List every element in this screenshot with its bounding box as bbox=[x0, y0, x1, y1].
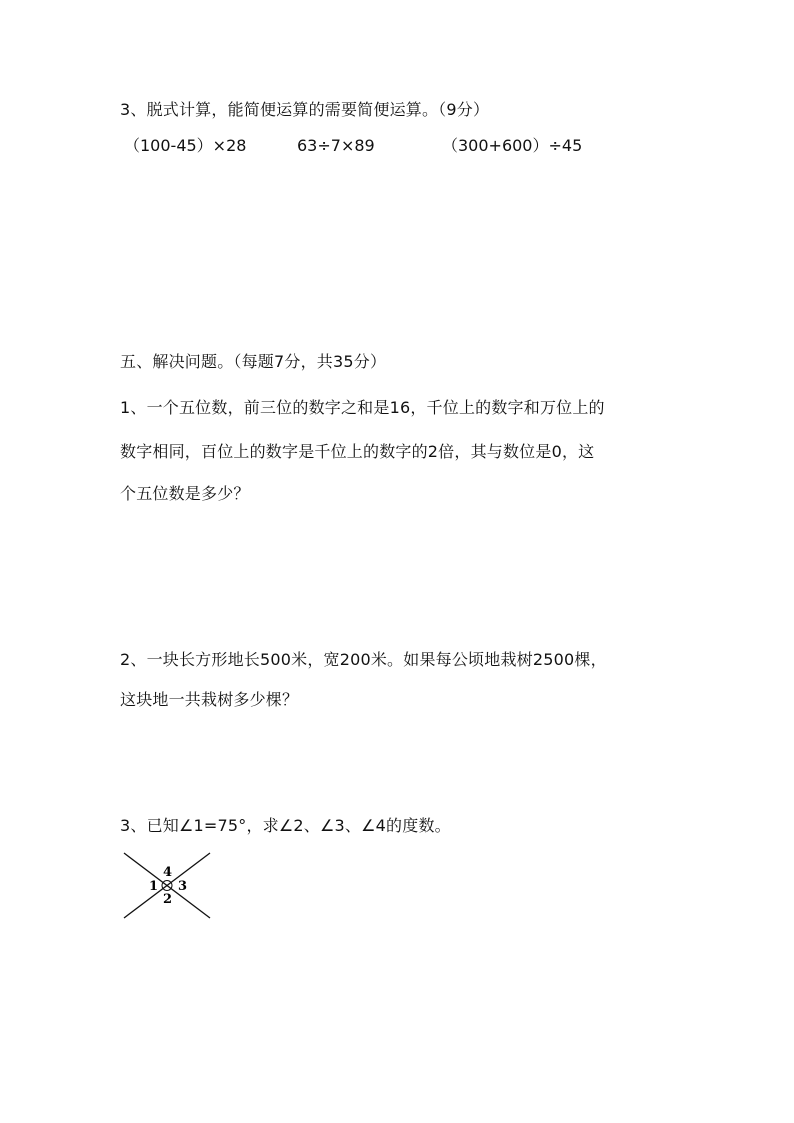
problem-1-line-2: 数字相同，百位上的数字是千位上的数字的2倍，其与数位是0，这 bbox=[120, 442, 595, 461]
angle-label-3: 3 bbox=[178, 879, 188, 894]
problem-3-text: 3、已知∠1=75°，求∠2、∠3、∠4的度数。 bbox=[120, 816, 451, 835]
expression-2: 63÷7×89 bbox=[297, 136, 375, 155]
calc-question-heading: 3、脱式计算，能简便运算的需要简便运算。（9分） bbox=[120, 100, 490, 119]
angle-label-4: 4 bbox=[163, 865, 173, 880]
problem-1-line-1: 1、一个五位数，前三位的数字之和是16，千位上的数字和万位上的 bbox=[120, 398, 605, 417]
angle-label-1: 1 bbox=[149, 879, 159, 894]
section-five-heading: 五、解决问题。（每题7分，共35分） bbox=[120, 352, 387, 371]
problem-2-line-1: 2、一块长方形地长500米，宽200米。如果每公顷地栽树2500棵， bbox=[120, 650, 607, 669]
expression-1: （100-45）×28 bbox=[124, 136, 247, 155]
problem-1-line-3: 个五位数是多少？ bbox=[120, 484, 250, 503]
problem-2-line-2: 这块地一共栽树多少棵？ bbox=[120, 690, 299, 709]
angle-diagram bbox=[118, 848, 218, 924]
expression-3: （300+600）÷45 bbox=[442, 136, 583, 155]
intersecting-lines-figure bbox=[118, 848, 218, 924]
angle-label-2: 2 bbox=[163, 892, 173, 907]
